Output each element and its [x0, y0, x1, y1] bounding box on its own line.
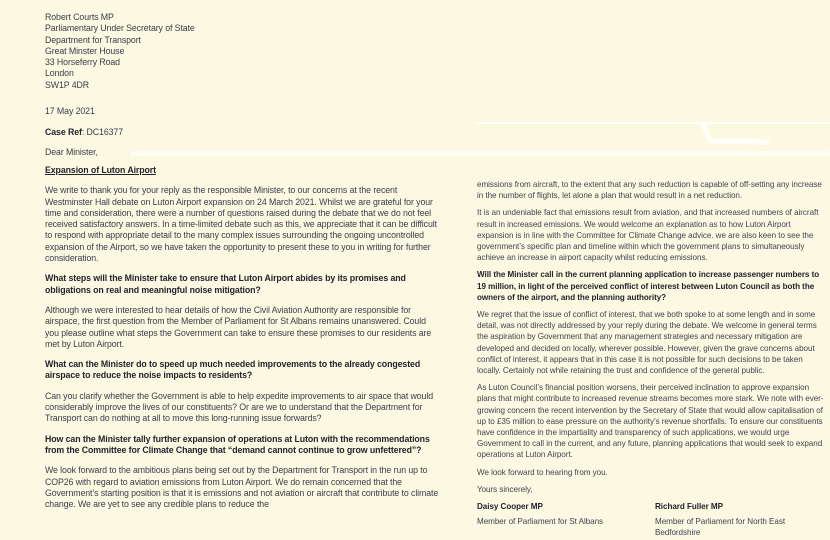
signatory-name: Richard Fuller MP — [655, 502, 723, 512]
paragraph: We look forward to the ambitious plans being set out by the Department for Transport in the run up to COP26 with regard to aviation emissions from Luton Airport. We do remain concerned that the Government’s starting position is that it is emissions and not aviation or aircraft that contribute to climate change. We are yet to see any credible plans to reduce the — [45, 465, 439, 510]
case-reference-label: Case Ref — [45, 127, 82, 138]
signatory-title: Member of Parliament for St Albans — [477, 517, 604, 527]
case-reference-value: : DC16377 — [81, 127, 124, 138]
paragraph: We regret that the issue of conflict of interest, that we both spoke to at some length and in some detail, was not directly addressed by your reply during the debate. We welcome in general terms the aspiration by Government that any management strategies and necessary mitigation are developed and decided on locally, wherever possible. However, given the grave concerns about conflict of interest, it appears that in this case it is not possible for such decisions to be taken locally. Certainly not while retaining the trust and confidence of the general public. — [477, 310, 817, 376]
question-heading: How can the Minister tally further expansion of operations at Luton with the recommendations from the Committee for Climate Change that “demand cannot continue to grow unfettered”? — [45, 433, 430, 455]
paragraph: As Luton Council’s financial position worsens, their perceived inclination to approve expansion plans that might contribute to increased revenue streams becomes more stark. We note with ever-growing concern the recent intervention by the Secretary of State that would allow capitalisation of up to £35 million to ease pressure on the authority’s revenue shortfalls. To ensure our constituents have confidence in the impartiality and transparency of such applications, we would urge Government to call in the current, and any future, planning applications that would seek to expand operations at Luton Airport. — [477, 383, 824, 460]
address-line: 33 Horseferry Road — [45, 57, 120, 68]
paragraph: We write to thank you for your reply as the responsible Minister, to our concerns at the recent Westminster Hall debate on Luton Airport expansion on 24 March 2021. Whilst we are grateful for your time and consideration, there were a number of questions raised during the debate that we do not feel received satisfactory answers. In a time-limited debate such as this, we appreciate that it can be difficult to respond with appropriate detail to the many complex issues surrounding the ongoing uncontrolled expansion of the Airport, so we have taken the opportunity to present these to you in writing for further consideration. — [45, 185, 437, 264]
address-line: SW1P 4DR — [45, 79, 90, 90]
question-heading: What steps will the Minister take to ensure that Luton Airport abides by its promises and obligations on real and meaningful noise mitigation? — [45, 273, 406, 295]
scan-whiteout-mark — [695, 118, 775, 148]
subject-heading: Expansion of Luton Airport — [45, 164, 156, 175]
address-line: Department for Transport — [45, 34, 141, 45]
paragraph: Although we were interested to hear details of how the Civil Aviation Authority are responsible for airspace, the first question from the Member of Parliament for St Albans remains unanswered. Could you please outline what steps the Government can take to ensure these promises to our residents are met by Luton Airport. — [45, 304, 432, 349]
question-heading: What can the Minister do to speed up much needed improvements to the already congested airspace to reduce the noise impacts to residents? — [45, 359, 421, 381]
salutation: Dear Minister, — [45, 146, 98, 157]
letter-left-column — [45, 12, 439, 519]
address-line: London — [45, 68, 74, 79]
paragraph: emissions from aircraft, to the extent that any such reduction is capable of off-setting any increase in the number of flights, let alone a plan that would result in a net reduction. — [477, 180, 822, 201]
address-line: Robert Courts MP — [45, 12, 114, 22]
letter-date: 17 May 2021 — [45, 106, 95, 117]
sign-off: Yours sincerely, — [477, 484, 533, 494]
paragraph: It is an undeniable fact that emissions result from aviation, and that increased numbers of aircraft result in increased emissions. We would welcome an explanation as to how Luton Airport expansion is in line with the Committee for Climate Change advice. we are also keen to see the government’s specific plan and timeline within which the government plans to simultaneously achieve an increase in airport capacity whilst reducing emissions. — [477, 208, 819, 263]
closing-line: We look forward to hearing from you. — [477, 467, 608, 477]
address-line: Great Minster House — [45, 45, 125, 56]
signatory-name: Daisy Cooper MP — [477, 502, 543, 512]
signature — [655, 501, 825, 539]
letter-right-column — [477, 179, 827, 539]
scan-whiteout-line — [475, 122, 830, 124]
address-line: Parliamentary Under Secretary of State — [45, 23, 195, 34]
recipient-address — [45, 12, 439, 91]
signature — [477, 501, 655, 539]
question-heading: Will the Minister call in the current planning application to increase passenger numbers to 19 million, in light of the perceived conflict of interest between Luton Council as both the owners of the airport, and the planning authority? — [477, 270, 820, 302]
signatory-title: Member of Parliament for North East Bedfordshire — [655, 517, 786, 538]
signature-block — [477, 501, 827, 539]
paragraph: Can you clarify whether the Government is able to help expedite improvements to air space that would considerably improve the lives of our constituents? Or are we to understand that the Department for Transport can do nothing at all to move this long-running issue forwards? — [45, 390, 434, 424]
case-reference — [45, 127, 439, 138]
